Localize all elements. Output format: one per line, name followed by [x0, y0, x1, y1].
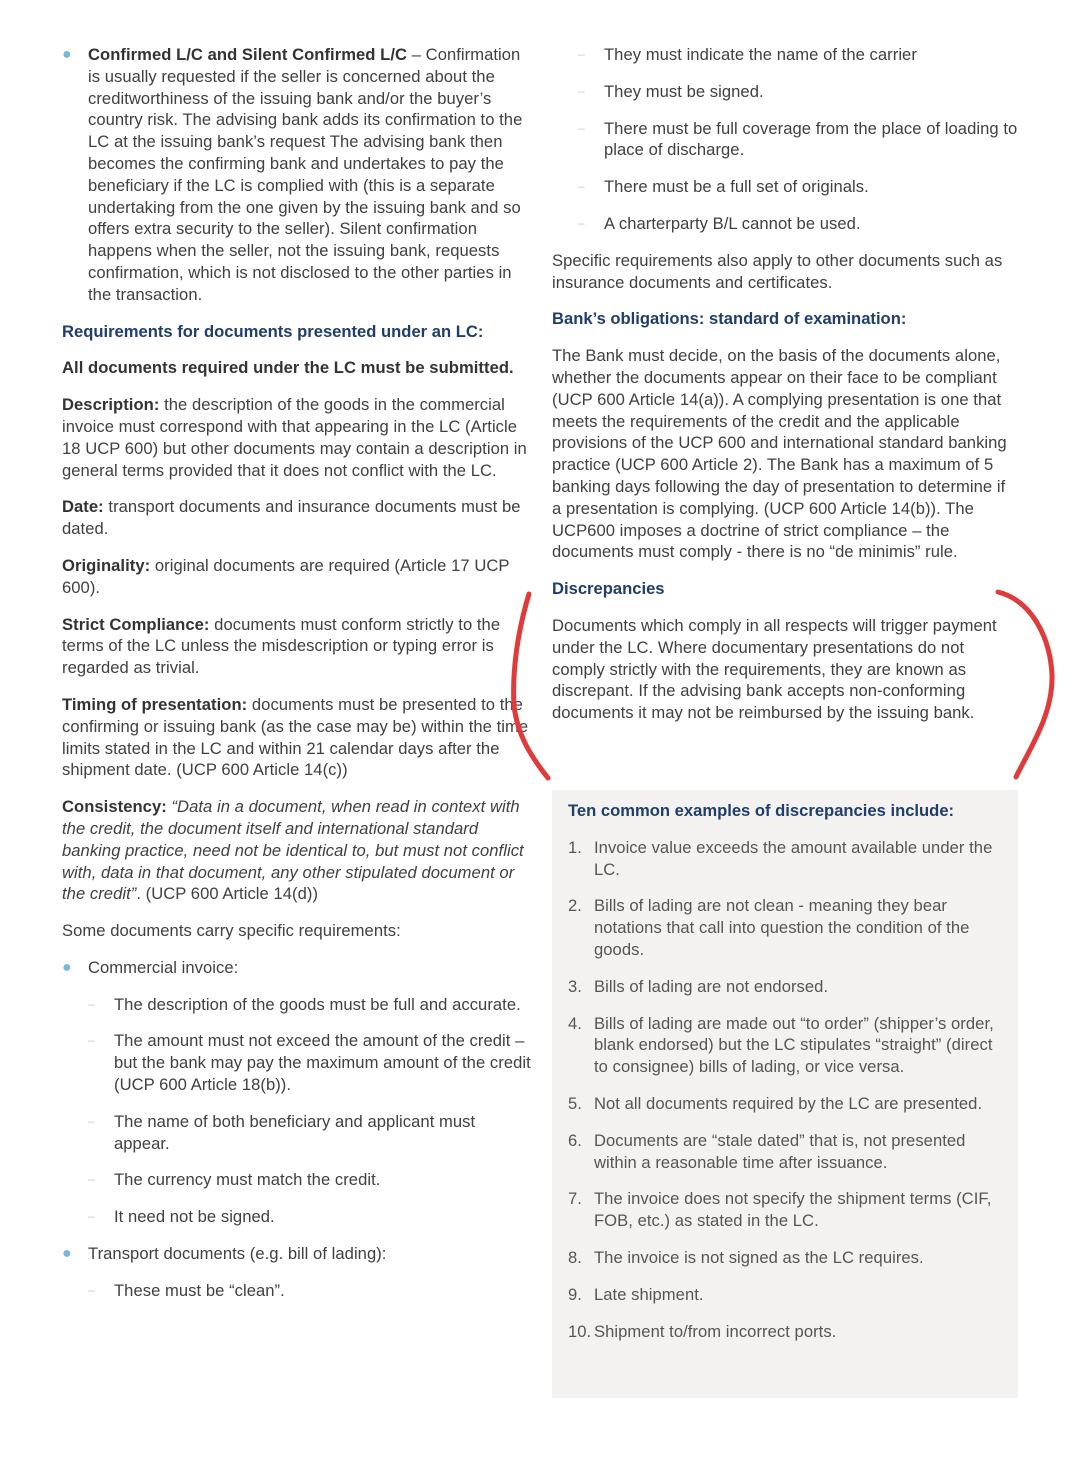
confirmed-lc-title: Confirmed L/C and Silent Confirmed L/C [88, 45, 408, 64]
example-item: 10. Shipment to/from incorrect ports. [568, 1321, 837, 1341]
requirements-heading: Requirements for documents presented under an LC: [62, 321, 484, 341]
transport-item: – They must indicate the name of the carrier [578, 45, 917, 64]
discrepancies-text: Documents which comply in all respects will trigger payment under the LC. Where documentary presentations do not comply strictly with the requirements, they are known as discrepant. If the advising bank accepts non-conforming documents it may not be reimbursed by the issuing bank. [552, 615, 997, 723]
example-item: 7. The invoice does not specify the shipment terms (CIF, FOB, etc.) as stated in the LC. [568, 1189, 992, 1231]
all-docs-statement: All documents required under the LC must be submitted. [62, 358, 514, 378]
invoice-item: – The amount must not exceed the amount of the credit – but the bank may pay the maximum amount of the credit (UCP 600 Article 18(b)). [88, 1031, 531, 1095]
some-docs-intro: Some documents carry specific requirements: [62, 921, 401, 941]
confirmed-lc-bullet: ● Confirmed L/C and Silent Confirmed L/C – Confirmation is usually requested if the seller is concerned about the creditworthiness of the issuing bank and/or the buyer’s country risk. The advising bank adds its confirmation to the LC at the issuing bank’s request The advising bank then becomes the confirming bank and undertakes to pay the beneficiary if the LC is complied with (this is a separate undertaking from the one given by the issuing bank and so offers extra security to the seller). Silent confirmation happens when the seller, not the issuing bank, requests confirmation, which is not disclosed to the other parties in the transaction. [62, 45, 523, 304]
dash-icon: – [88, 1113, 95, 1128]
bullet-icon: ● [62, 46, 72, 63]
obligations-heading: Bank’s obligations: standard of examination: [552, 309, 907, 329]
example-item: 4. Bills of lading are made out “to order” (shipper’s order, blank endorsed) but the LC stipulates “straight” (direct to consignee) bills of lading, or vice versa. [568, 1013, 994, 1077]
right-column [552, 44, 1018, 724]
bullet-icon: ● [62, 1245, 72, 1263]
invoice-bullet: ● Commercial invoice: [62, 957, 239, 977]
example-item: 8. The invoice is not signed as the LC requires. [568, 1247, 924, 1267]
confirmed-lc-text: Confirmation is usually requested if the seller is concerned about the creditworthiness of the issuing bank and/or the buyer’s country risk. The advising bank adds its confirmation to the LC at the issuing bank’s request The advising bank then becomes the confirming bank and undertakes to pay the beneficiary if the LC is complied with (this is a separate undertaking from the one given by the issuing bank and so offers extra security to the seller). Silent confirmation happens when the seller, not the issuing bank, requests confirmation, which is not disclosed to the other parties in the transaction. [88, 45, 523, 304]
example-item: 6. Documents are “stale dated” that is, not presented within a reasonable time after issuance. [568, 1130, 966, 1172]
obligations-text: The Bank must decide, on the basis of the documents alone, whether the documents appear on their face to be compliant (UCP 600 Article 14(a)). A complying presentation is one that meets the requirements of the credit and the applicable provisions of the UCP 600 and international standard banking practice (UCP 600 Article 2). The Bank has a maximum of 5 banking days following the day of presentation to determine if a presentation is complying. (UCP 600 Article 14(b)). The UCP600 imposes a doctrine of strict compliance – the documents must comply - there is no “de minimis” rule. [552, 346, 1007, 562]
example-item: 3. Bills of lading are not endorsed. [568, 976, 829, 996]
invoice-item: – The description of the goods must be full and accurate. [88, 994, 521, 1014]
examples-box [552, 790, 1018, 1398]
originality-paragraph: Originality: original documents are required (Article 17 UCP 600). [62, 555, 510, 597]
strict-compliance-paragraph: Strict Compliance: documents must conform strictly to the terms of the LC unless the misdescription or typing error is regarded as trivial. [62, 614, 501, 678]
dash-icon: – [578, 47, 585, 61]
left-column [62, 44, 532, 1302]
discrepancies-heading: Discrepancies [552, 579, 665, 599]
description-paragraph: Description: the description of the goods in the commercial invoice must correspond with that appearing in the LC (Article 18 UCP 600) but other documents may contain a description in general terms provided that it does not conflict with the LC. [62, 395, 527, 480]
transport-item: – They must be signed. [578, 81, 764, 101]
transport-item: – These must be “clean”. [88, 1280, 285, 1300]
example-item: 2. Bills of lading are not clean - meaning they bear notations that call into question the condition of the goods. [568, 896, 970, 959]
example-item: 1. Invoice value exceeds the amount available under the LC. [568, 837, 993, 879]
transport-item: – A charterparty B/L cannot be used. [578, 213, 861, 233]
dash-icon: – [88, 996, 95, 1011]
dash-icon: – [578, 83, 585, 98]
timing-paragraph: Timing of presentation: documents must be presented to the confirming or issuing bank (as the case may be) within the time limits stated in the LC and within 21 calendar days after the shipment date. (UCP 600 Article 14(c)) [62, 694, 529, 780]
transport-item: – There must be full coverage from the place of loading to place of discharge. [578, 118, 1018, 160]
date-paragraph: Date: transport documents and insurance documents must be dated. [62, 497, 521, 539]
invoice-item: – It need not be signed. [88, 1207, 275, 1227]
transport-item: – There must be a full set of originals. [578, 177, 869, 197]
consistency-paragraph: Consistency: “Data in a document, when read in context with the credit, the document itself and international standard banking practice, need not be identical to, but must not conflict with, data in that document, any other stipulated document or the credit”. (UCP 600 Article 14(d)) [62, 797, 524, 904]
dash-icon: – [88, 1172, 95, 1187]
examples-heading: Ten common examples of discrepancies include: [568, 801, 955, 820]
dash-icon: – [88, 1209, 95, 1224]
invoice-item: – The name of both beneficiary and applicant must appear. [88, 1111, 476, 1153]
dash-icon: – [578, 215, 585, 230]
example-item: 5. Not all documents required by the LC are presented. [568, 1093, 983, 1113]
bullet-icon: ● [62, 958, 72, 976]
transport-bullet: ● Transport documents (e.g. bill of lading): [62, 1244, 387, 1264]
example-item: 9. Late shipment. [568, 1284, 704, 1304]
dash-icon: – [578, 179, 585, 194]
dash-icon: – [88, 1282, 95, 1297]
specific-requirements-text: Specific requirements also apply to other documents such as insurance documents and certificates. [552, 250, 1003, 292]
invoice-item: – The currency must match the credit. [88, 1170, 381, 1190]
dash-icon: – [88, 1033, 95, 1048]
dash-icon: – [578, 120, 585, 135]
